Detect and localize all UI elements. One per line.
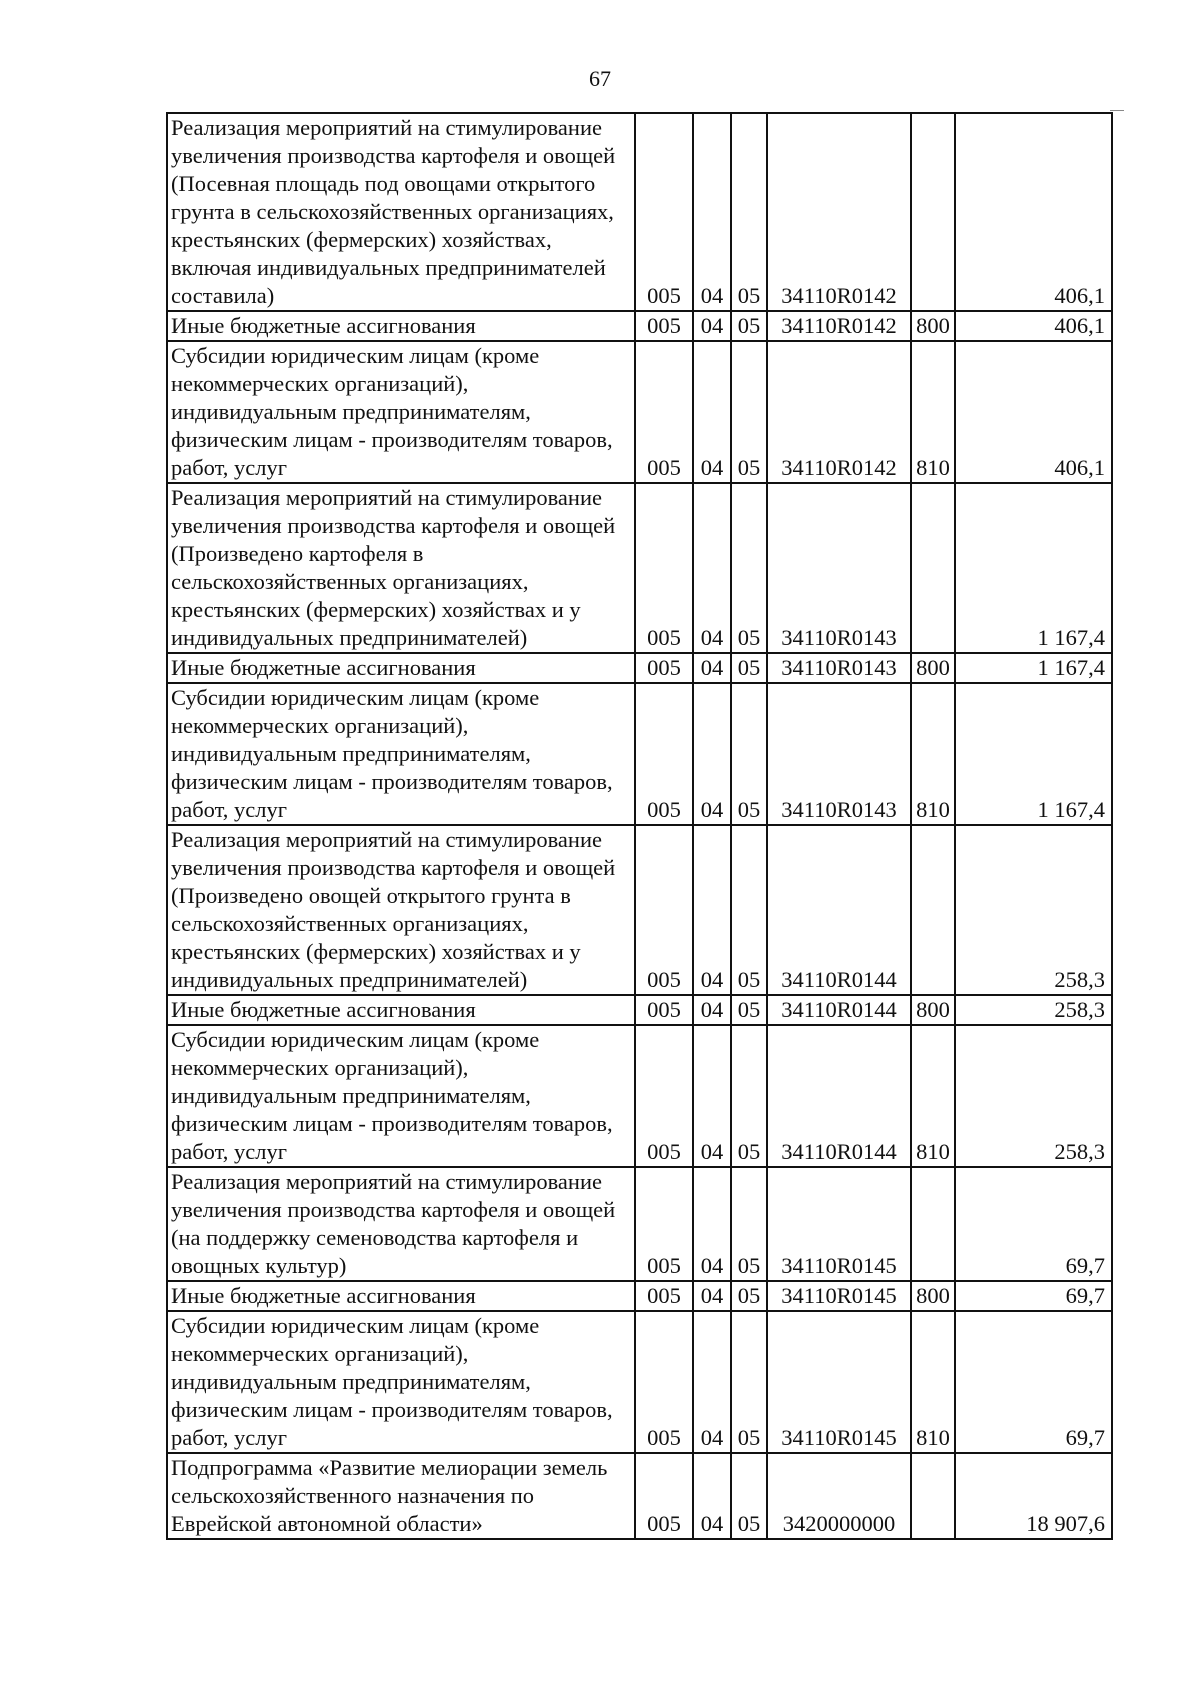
ministry-code: 005 — [635, 683, 693, 825]
section-code: 04 — [693, 1453, 731, 1539]
target-article-code: 34110R0142 — [767, 341, 911, 483]
expense-type-code — [911, 1453, 955, 1539]
subsection-code: 05 — [731, 311, 767, 341]
expense-type-code: 810 — [911, 1025, 955, 1167]
subsection-code: 05 — [731, 1025, 767, 1167]
target-article-code: 3420000000 — [767, 1453, 911, 1539]
expense-type-code: 800 — [911, 311, 955, 341]
subsection-code: 05 — [731, 1281, 767, 1311]
section-code: 04 — [693, 1281, 731, 1311]
table-row — [167, 1311, 1112, 1453]
target-article-code: 34110R0143 — [767, 683, 911, 825]
amount: 258,3 — [955, 825, 1112, 995]
row-description: Реализация мероприятий на стимулирование увеличения производства картофеля и овощей (Посевная площадь под овощами открытого грунта в сельскохозяйственных организациях, крестьянских (фермерских) хозяйствах, включая индивидуальных предпринимателей составила) — [167, 113, 635, 311]
table-row — [167, 1025, 1112, 1167]
expense-type-code: 810 — [911, 683, 955, 825]
ministry-code: 005 — [635, 311, 693, 341]
ministry-code: 005 — [635, 341, 693, 483]
section-code: 04 — [693, 483, 731, 653]
amount: 18 907,6 — [955, 1453, 1112, 1539]
expense-type-code — [911, 113, 955, 311]
amount: 69,7 — [955, 1281, 1112, 1311]
amount: 1 167,4 — [955, 683, 1112, 825]
expense-type-code: 810 — [911, 341, 955, 483]
target-article-code: 34110R0145 — [767, 1167, 911, 1281]
page-number: 67 — [589, 66, 611, 91]
section-code: 04 — [693, 1167, 731, 1281]
expense-type-code — [911, 483, 955, 653]
table-row — [167, 1281, 1112, 1311]
section-code: 04 — [693, 683, 731, 825]
ministry-code: 005 — [635, 825, 693, 995]
ministry-code: 005 — [635, 653, 693, 683]
target-article-code: 34110R0143 — [767, 483, 911, 653]
row-description: Реализация мероприятий на стимулирование увеличения производства картофеля и овощей (Произведено овощей открытого грунта в сельскохозяйственных организациях, крестьянских (фермерских) хозяйствах и у индивидуальных предпринимателей) — [167, 825, 635, 995]
expense-type-code: 800 — [911, 995, 955, 1025]
amount: 258,3 — [955, 1025, 1112, 1167]
amount: 1 167,4 — [955, 483, 1112, 653]
table-row — [167, 995, 1112, 1025]
table-row — [167, 341, 1112, 483]
section-code: 04 — [693, 311, 731, 341]
row-description: Субсидии юридическим лицам (кроме некоммерческих организаций), индивидуальным предпринимателям, физическим лицам - производителям товаров, работ, услуг — [167, 1311, 635, 1453]
subsection-code: 05 — [731, 483, 767, 653]
table-row — [167, 683, 1112, 825]
ministry-code: 005 — [635, 1311, 693, 1453]
table-row — [167, 653, 1112, 683]
expense-type-code — [911, 825, 955, 995]
expense-type-code: 800 — [911, 1281, 955, 1311]
section-code: 04 — [693, 113, 731, 311]
amount: 406,1 — [955, 341, 1112, 483]
row-description: Иные бюджетные ассигнования — [167, 653, 635, 683]
amount: 406,1 — [955, 113, 1112, 311]
row-description: Иные бюджетные ассигнования — [167, 995, 635, 1025]
subsection-code: 05 — [731, 653, 767, 683]
target-article-code: 34110R0144 — [767, 825, 911, 995]
row-description: Реализация мероприятий на стимулирование увеличения производства картофеля и овощей (Произведено картофеля в сельскохозяйственных организациях, крестьянских (фермерских) хозяйствах и у индивидуальных предпринимателей) — [167, 483, 635, 653]
subsection-code: 05 — [731, 341, 767, 483]
expense-type-code — [911, 1167, 955, 1281]
table-row — [167, 1453, 1112, 1539]
table-row — [167, 1167, 1112, 1281]
ministry-code: 005 — [635, 483, 693, 653]
row-description: Реализация мероприятий на стимулирование увеличения производства картофеля и овощей (на поддержку семеноводства картофеля и овощных культур) — [167, 1167, 635, 1281]
section-code: 04 — [693, 995, 731, 1025]
ministry-code: 005 — [635, 1025, 693, 1167]
table-row — [167, 113, 1112, 311]
section-code: 04 — [693, 341, 731, 483]
expense-type-code: 800 — [911, 653, 955, 683]
ministry-code: 005 — [635, 113, 693, 311]
target-article-code: 34110R0144 — [767, 1025, 911, 1167]
section-code: 04 — [693, 1025, 731, 1167]
section-code: 04 — [693, 653, 731, 683]
subsection-code: 05 — [731, 683, 767, 825]
section-code: 04 — [693, 825, 731, 995]
ministry-code: 005 — [635, 1453, 693, 1539]
expense-type-code: 810 — [911, 1311, 955, 1453]
ministry-code: 005 — [635, 1167, 693, 1281]
subsection-code: 05 — [731, 825, 767, 995]
budget-table — [166, 112, 1113, 1540]
subsection-code: 05 — [731, 113, 767, 311]
amount: 69,7 — [955, 1167, 1112, 1281]
subsection-code: 05 — [731, 995, 767, 1025]
amount: 406,1 — [955, 311, 1112, 341]
ministry-code: 005 — [635, 1281, 693, 1311]
subsection-code: 05 — [731, 1167, 767, 1281]
target-article-code: 34110R0142 — [767, 113, 911, 311]
target-article-code: 34110R0143 — [767, 653, 911, 683]
table-row — [167, 311, 1112, 341]
target-article-code: 34110R0142 — [767, 311, 911, 341]
row-description: Субсидии юридическим лицам (кроме некоммерческих организаций), индивидуальным предпринимателям, физическим лицам - производителям товаров, работ, услуг — [167, 683, 635, 825]
target-article-code: 34110R0144 — [767, 995, 911, 1025]
table-row — [167, 825, 1112, 995]
row-description: Иные бюджетные ассигнования — [167, 311, 635, 341]
amount: 69,7 — [955, 1311, 1112, 1453]
target-article-code: 34110R0145 — [767, 1281, 911, 1311]
subsection-code: 05 — [731, 1311, 767, 1453]
target-article-code: 34110R0145 — [767, 1311, 911, 1453]
row-description: Субсидии юридическим лицам (кроме некоммерческих организаций), индивидуальным предпринимателям, физическим лицам - производителям товаров, работ, услуг — [167, 1025, 635, 1167]
row-description: Иные бюджетные ассигнования — [167, 1281, 635, 1311]
top-right-rule — [1110, 110, 1124, 111]
row-description: Субсидии юридическим лицам (кроме некоммерческих организаций), индивидуальным предпринимателям, физическим лицам - производителям товаров, работ, услуг — [167, 341, 635, 483]
amount: 1 167,4 — [955, 653, 1112, 683]
row-description: Подпрограмма «Развитие мелиорации земель сельскохозяйственного назначения по Еврейской автономной области» — [167, 1453, 635, 1539]
ministry-code: 005 — [635, 995, 693, 1025]
table-row — [167, 483, 1112, 653]
amount: 258,3 — [955, 995, 1112, 1025]
subsection-code: 05 — [731, 1453, 767, 1539]
budget-table-body — [167, 113, 1112, 1539]
section-code: 04 — [693, 1311, 731, 1453]
